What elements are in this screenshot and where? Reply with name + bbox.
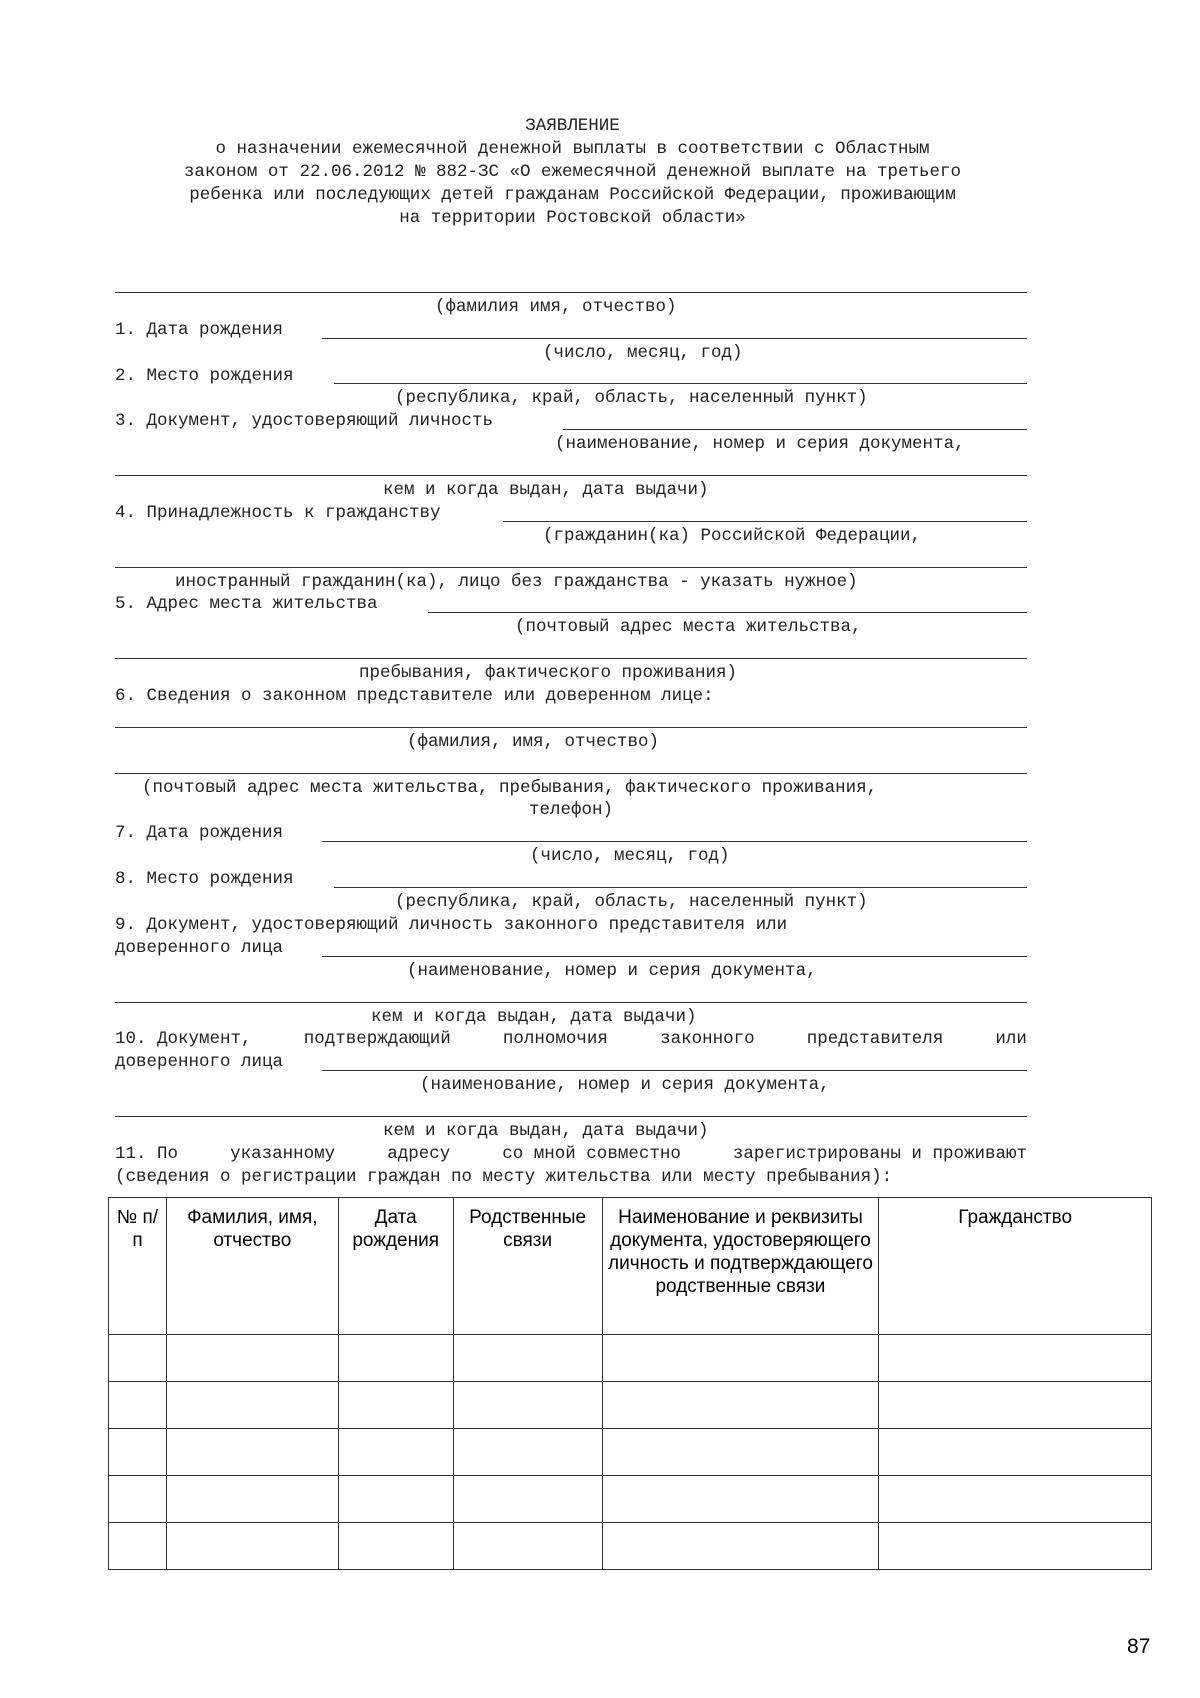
column-header-full-name: Фамилия, имя, отчество — [166, 1198, 338, 1335]
authority-document-field[interactable] — [115, 1051, 1027, 1074]
document-header — [110, 115, 1035, 230]
column-header-documents: Наименование и реквизиты документа, удостоверяющего личность и подтверждающего родственные связи — [602, 1198, 879, 1335]
cohabitants-label-2: (сведения о регистрации граждан по месту жительства или месту пребывания): — [115, 1166, 893, 1187]
representative-birth-date-hint: (число, месяц, год) — [530, 846, 730, 867]
authority-document-hint-1: (наименование, номер и серия документа, — [420, 1075, 830, 1096]
representative-birth-place-hint: (республика, край, область, населенный пункт) — [395, 892, 868, 913]
residence-address-field-line-2[interactable] — [115, 639, 1027, 662]
identity-document-hint-1: (наименование, номер и серия документа, — [555, 434, 965, 455]
table-row — [109, 1382, 1152, 1429]
residence-address-field[interactable] — [115, 593, 1027, 616]
representative-identity-label-2: доверенного лица — [115, 937, 284, 958]
representative-address-hint-2: телефон) — [529, 800, 614, 821]
authority-document-label: 10. Документ, подтверждающий полномочия законного представителя или — [115, 1029, 1027, 1050]
column-header-number: № п/п — [109, 1198, 167, 1335]
representative-birth-date-label: 7. Дата рождения — [115, 823, 284, 844]
column-header-birth-date: Дата рождения — [338, 1198, 453, 1335]
birth-place-hint: (республика, край, область, населенный пункт) — [395, 388, 868, 409]
citizenship-label: 4. Принадлежность к гражданству — [115, 502, 441, 523]
table-row — [109, 1523, 1152, 1570]
document-subtitle-line-4: на территории Ростовской области» — [399, 207, 746, 228]
representative-name-hint: (фамилия, имя, отчество) — [407, 731, 660, 752]
representative-identity-field[interactable] — [115, 937, 1027, 960]
representative-name-field[interactable] — [115, 708, 1027, 731]
representative-birth-place-label: 8. Место рождения — [115, 869, 294, 890]
representative-identity-hint-2: кем и когда выдан, дата выдачи) — [371, 1006, 697, 1027]
authority-document-label-2: доверенного лица — [115, 1052, 284, 1073]
citizenship-hint-2: иностранный гражданин(ка), лицо без гражданства - указать нужное) — [175, 571, 858, 592]
table-header-row — [109, 1198, 1152, 1335]
document-subtitle-line-1: о назначении ежемесячной денежной выплаты в соответствии с Областным — [215, 138, 930, 159]
column-header-citizenship: Гражданство — [879, 1198, 1152, 1335]
residence-address-hint-2: пребывания, фактического проживания) — [359, 663, 738, 684]
representative-birth-place-field[interactable] — [115, 868, 1027, 891]
residence-address-hint-1: (почтовый адрес места жительства, — [515, 617, 862, 638]
birth-date-hint: (число, месяц, год) — [543, 342, 743, 363]
document-subtitle-line-2: законом от 22.06.2012 № 882-ЗС «О ежемесячной денежной выплате на третьего — [183, 161, 962, 182]
identity-document-hint-2: кем и когда выдан, дата выдачи) — [383, 480, 709, 501]
citizenship-field[interactable] — [115, 502, 1027, 525]
representative-address-hint-1: (почтовый адрес места жительства, пребывания, фактического проживания, — [142, 777, 878, 798]
citizenship-field-line-2[interactable] — [115, 548, 1027, 571]
representative-address-field[interactable] — [115, 754, 1027, 777]
representative-identity-field-line-2[interactable] — [115, 983, 1027, 1006]
birth-place-label: 2. Место рождения — [115, 365, 294, 386]
authority-document-hint-2: кем и когда выдан, дата выдачи) — [383, 1120, 709, 1141]
residence-address-label: 5. Адрес места жительства — [115, 594, 378, 615]
birth-place-field[interactable] — [115, 365, 1027, 388]
citizenship-hint-1: (гражданин(ка) Российской Федерации, — [543, 525, 922, 546]
identity-document-label: 3. Документ, удостоверяющий личность — [115, 411, 494, 432]
document-subtitle-line-3: ребенка или последующих детей гражданам Российской Федерации, проживающим — [189, 184, 956, 205]
table-row — [109, 1335, 1152, 1382]
page-number: 87 — [1127, 1635, 1151, 1658]
birth-date-label: 1. Дата рождения — [115, 319, 284, 340]
cohabitants-label: 11. По указанному адресу со мной совместно зарегистрированы и проживают — [115, 1143, 1027, 1164]
representative-label: 6. Сведения о законном представителе или доверенном лице: — [115, 686, 714, 707]
table-row — [109, 1476, 1152, 1523]
identity-document-field-line-2[interactable] — [115, 456, 1027, 479]
birth-date-field[interactable] — [115, 319, 1027, 342]
column-header-relationship: Родственные связи — [453, 1198, 602, 1335]
fio-field[interactable] — [115, 273, 1027, 296]
representative-identity-hint-1: (наименование, номер и серия документа, — [407, 960, 817, 981]
authority-document-field-line-2[interactable] — [115, 1097, 1027, 1120]
cohabitants-table — [108, 1197, 1152, 1570]
document-title: ЗАЯВЛЕНИЕ — [525, 116, 620, 136]
table-row — [109, 1429, 1152, 1476]
fio-hint: (фамилия имя, отчество) — [435, 296, 677, 317]
representative-birth-date-field[interactable] — [115, 822, 1027, 845]
identity-document-field[interactable] — [115, 410, 1027, 433]
form-body — [115, 273, 1027, 1189]
representative-identity-label: 9. Документ, удостоверяющий личность законного представителя или — [115, 914, 788, 935]
